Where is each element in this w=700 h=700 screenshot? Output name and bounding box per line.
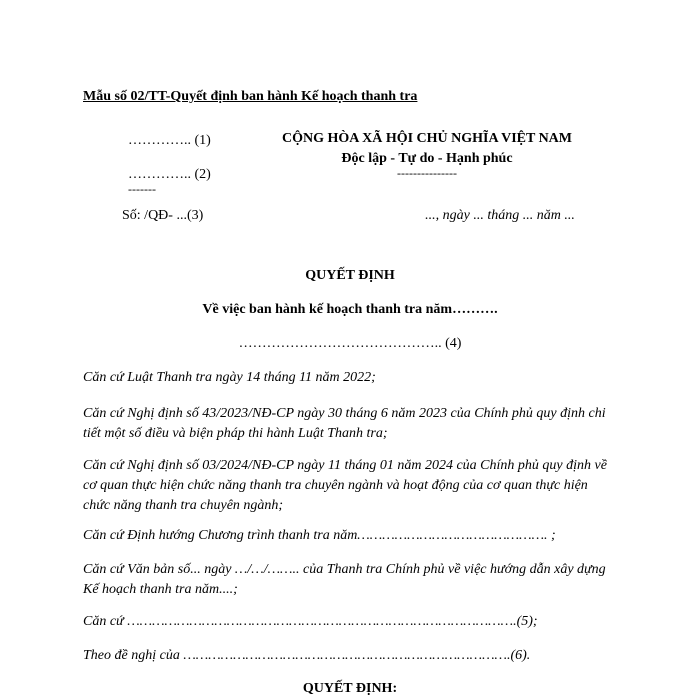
legal-basis-orientation: Căn cứ Định hướng Chương trình thanh tra năm………………………………………. ;	[83, 528, 556, 543]
issuing-authority-line: ………….. (1)	[128, 133, 211, 148]
decision-title: QUYẾT ĐỊNH	[305, 268, 395, 283]
document-number: Số: /QĐ- ...(3)	[122, 208, 204, 223]
form-title: Mẫu số 02/TT-Quyết định ban hành Kế hoạch thanh tra	[83, 89, 418, 104]
legal-basis-law: Căn cứ Luật Thanh tra ngày 14 tháng 11 năm 2022;	[83, 370, 376, 385]
authority-line: …………………………………….. (4)	[238, 336, 462, 351]
legal-basis-decree-43: Căn cứ Nghị định số 43/2023/NĐ-CP ngày 30 tháng 6 năm 2023 của Chính phủ quy định chi tiết một số điều và biện pháp thi hành Luật Thanh tra;	[83, 406, 606, 441]
date-line: ..., ngày ... tháng ... năm ...	[425, 208, 575, 223]
decision-heading: QUYẾT ĐỊNH:	[302, 681, 398, 696]
issuing-unit-line: ………….. (2)	[128, 167, 211, 182]
nation-title: CỘNG HÒA XÃ HỘI CHỦ NGHĨA VIỆT NAM	[281, 131, 572, 146]
motto-divider: ---------------	[397, 166, 457, 180]
legal-basis-guidance: Căn cứ Văn bản số... ngày …/…/…….. của Thanh tra Chính phủ về việc hướng dẫn xây dựng Kế hoạch thanh tra năm....;	[83, 562, 606, 597]
legal-basis-other: Căn cứ ………………………………………………………………………………….(5);	[83, 614, 538, 629]
national-motto: Độc lập - Tự do - Hạnh phúc	[341, 151, 513, 166]
left-header-divider: -------	[128, 182, 156, 196]
legal-basis-decree-03: Căn cứ Nghị định số 03/2024/NĐ-CP ngày 11 tháng 01 năm 2024 của Chính phủ quy định về cơ quan thực hiện chức năng thanh tra chuyên ngành và hoạt động của cơ quan thực hiện chức năng thanh tra chuyên ngành;	[83, 458, 607, 513]
proposal-line: Theo đề nghị của …………………………………………………………………….(6).	[83, 648, 531, 663]
decision-subtitle: Về việc ban hành kế hoạch thanh tra năm……….	[202, 302, 498, 317]
